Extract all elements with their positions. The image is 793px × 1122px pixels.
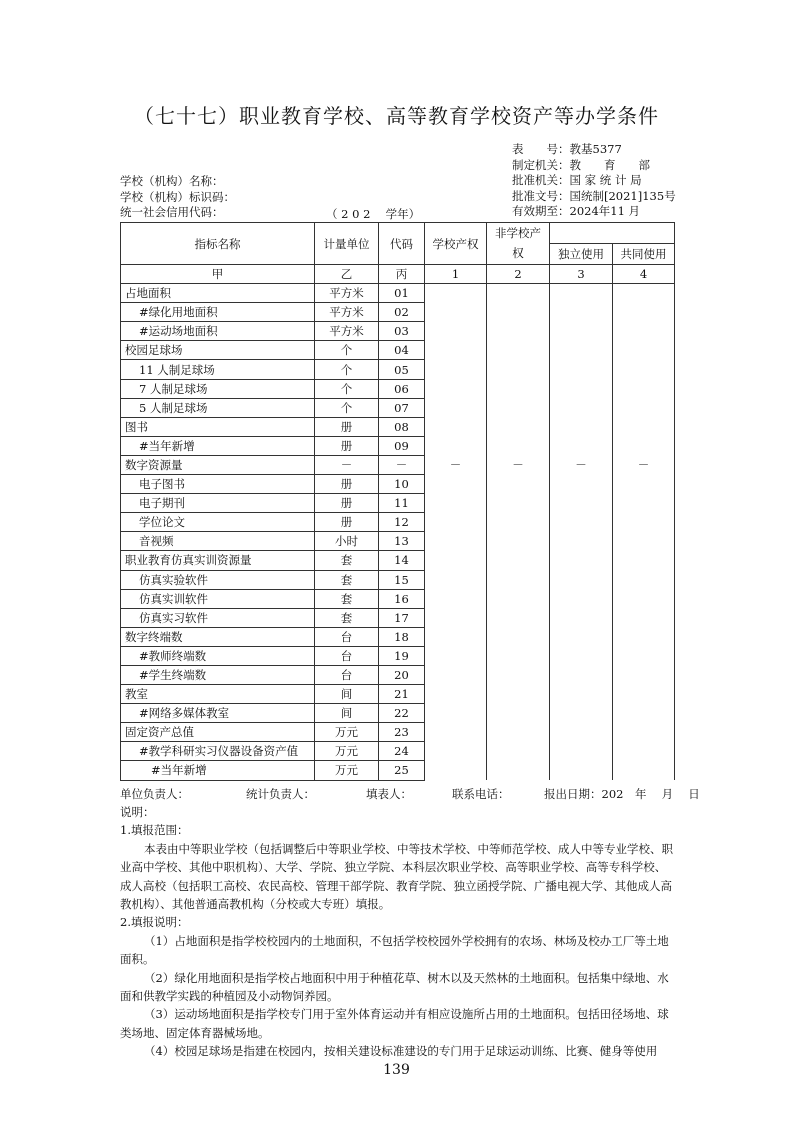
unit-cell: 台	[315, 646, 379, 665]
code-cell: 25	[379, 761, 425, 780]
indicator-name: #绿化用地面积	[121, 303, 315, 322]
value-cell-1[interactable]	[425, 665, 487, 684]
code-cell: 06	[379, 379, 425, 398]
value-cell-3[interactable]	[550, 589, 613, 608]
unit-cell: 台	[315, 665, 379, 684]
value-cell-1[interactable]	[425, 608, 487, 627]
indicator-name: 校园足球场	[121, 341, 315, 360]
code-cell: 12	[379, 513, 425, 532]
unit-cell: 万元	[315, 723, 379, 742]
unit-cell: 册	[315, 417, 379, 436]
indicator-name: #当年新增	[121, 761, 315, 780]
table-row	[121, 608, 675, 627]
code-cell: 11	[379, 494, 425, 513]
value-cell-1[interactable]	[425, 379, 487, 398]
value-cell-4[interactable]	[613, 742, 675, 761]
value-cell-2[interactable]	[487, 417, 550, 436]
table-row	[121, 494, 675, 513]
value-cell-3[interactable]: －	[550, 455, 613, 474]
assets-table	[120, 222, 675, 781]
unit-cell: 平方米	[315, 322, 379, 341]
value-cell-2[interactable]	[487, 589, 550, 608]
value-cell-2[interactable]	[487, 570, 550, 589]
value-cell-4[interactable]	[613, 360, 675, 379]
value-cell-4[interactable]	[613, 475, 675, 494]
value-cell-1[interactable]	[425, 341, 487, 360]
code-cell: 07	[379, 398, 425, 417]
value-cell-1[interactable]: －	[425, 455, 487, 474]
value-cell-4[interactable]	[613, 761, 675, 780]
unit-cell: 套	[315, 551, 379, 570]
value-cell-2[interactable]	[487, 608, 550, 627]
unit-cell: 万元	[315, 761, 379, 780]
value-cell-4[interactable]	[613, 627, 675, 646]
unit-cell: 间	[315, 685, 379, 704]
value-cell-3[interactable]	[550, 646, 613, 665]
value-cell-2[interactable]	[487, 341, 550, 360]
unit-cell: 间	[315, 704, 379, 723]
indicator-name: 5 人制足球场	[121, 398, 315, 417]
issuing-agency: 制定机关：教 育 部	[512, 157, 650, 172]
col-label-bing: 丙	[379, 265, 425, 284]
table-row	[121, 455, 675, 474]
code-cell: 19	[379, 646, 425, 665]
unit-cell: 平方米	[315, 303, 379, 322]
unit-cell: 册	[315, 494, 379, 513]
academic-year: （ 2 0 2 学年）	[326, 207, 421, 221]
indicator-name: 仿真实验软件	[121, 570, 315, 589]
value-cell-1[interactable]	[425, 551, 487, 570]
unit-cell: 小时	[315, 532, 379, 551]
indicator-name: 职业教育仿真实训资源量	[121, 551, 315, 570]
value-cell-4[interactable]	[613, 379, 675, 398]
code-cell: 03	[379, 322, 425, 341]
value-cell-3[interactable]	[550, 627, 613, 646]
value-cell-1[interactable]	[425, 303, 487, 322]
code-cell: 22	[379, 704, 425, 723]
code-cell: 08	[379, 417, 425, 436]
table-row	[121, 398, 675, 417]
header-usage-blank	[550, 223, 675, 244]
header-independent-use: 独立使用	[550, 244, 613, 265]
table-row	[121, 379, 675, 398]
note-item-3: （3）运动场地面积是指学校专门用于室外体育运动并有相应设施所占用的土地面积。包括田径场地、球类场地、固定体育器械场地。	[120, 1007, 669, 1040]
indicator-name: #运动场地面积	[121, 322, 315, 341]
table-row	[121, 360, 675, 379]
form-meta-right	[512, 142, 676, 220]
unit-cell: 册	[315, 475, 379, 494]
code-cell: 21	[379, 685, 425, 704]
note-item-1: （1）占地面积是指学校校园内的土地面积，不包括学校校园外学校拥有的农场、林场及校办工厂等土地面积。	[120, 933, 669, 967]
indicator-name: 仿真实习软件	[121, 608, 315, 627]
value-cell-2[interactable]	[487, 379, 550, 398]
value-cell-3[interactable]	[550, 475, 613, 494]
approving-agency: 批准机关：国 家 统 计 局	[512, 173, 642, 187]
unit-cell: 个	[315, 398, 379, 417]
header-school-owned: 学校产权	[425, 223, 487, 265]
value-cell-4[interactable]	[613, 341, 675, 360]
value-cell-1[interactable]	[425, 685, 487, 704]
value-cell-4[interactable]	[613, 322, 675, 341]
col-label-4: 4	[613, 265, 675, 284]
value-cell-2[interactable]	[487, 284, 550, 303]
indicator-name: #当年新增	[121, 436, 315, 455]
form-number: 表 号：教基5377	[512, 142, 622, 156]
value-cell-1[interactable]	[425, 475, 487, 494]
value-cell-3[interactable]	[550, 322, 613, 341]
value-cell-1[interactable]	[425, 417, 487, 436]
value-cell-4[interactable]	[613, 704, 675, 723]
indicator-name: 图书	[121, 417, 315, 436]
note-item-2: （2）绿化用地面积是指学校占地面积中用于种植花草、树木以及天然林的土地面积。包括集中绿地、水面和供教学实践的种植园及小动物饲养园。	[120, 970, 669, 1004]
value-cell-4[interactable]	[613, 532, 675, 551]
value-cell-1[interactable]	[425, 513, 487, 532]
value-cell-2[interactable]	[487, 398, 550, 417]
notes-scope-heading: 1.填报范围：	[120, 823, 189, 838]
col-label-2: 2	[487, 265, 550, 284]
value-cell-2[interactable]	[487, 627, 550, 646]
value-cell-4[interactable]: －	[613, 455, 675, 474]
indicator-name: #网络多媒体教室	[121, 704, 315, 723]
table-row	[121, 742, 675, 761]
value-cell-3[interactable]	[550, 379, 613, 398]
indicator-name: 音视频	[121, 532, 315, 551]
table-row	[121, 685, 675, 704]
col-label-1: 1	[425, 265, 487, 284]
value-cell-4[interactable]	[613, 551, 675, 570]
value-cell-2[interactable]	[487, 551, 550, 570]
table-row	[121, 303, 675, 322]
value-cell-3[interactable]	[550, 303, 613, 322]
value-cell-2[interactable]	[487, 665, 550, 684]
value-cell-3[interactable]	[550, 494, 613, 513]
unit-cell: 套	[315, 608, 379, 627]
unit-cell: 万元	[315, 742, 379, 761]
valid-until: 有效期至：2024年11 月	[512, 204, 641, 218]
col-label-yi: 乙	[315, 265, 379, 284]
value-cell-3[interactable]	[550, 532, 613, 551]
table-row	[121, 704, 675, 723]
unit-cell: －	[315, 455, 379, 474]
value-cell-3[interactable]	[550, 284, 613, 303]
indicator-name: 7 人制足球场	[121, 379, 315, 398]
value-cell-2[interactable]	[487, 704, 550, 723]
value-cell-4[interactable]	[613, 303, 675, 322]
value-cell-2[interactable]	[487, 646, 550, 665]
value-cell-2[interactable]	[487, 723, 550, 742]
indicator-name: 教室	[121, 685, 315, 704]
note-item-4: （4）校园足球场是指建在校园内，按相关建设标准建设的专门用于足球运动训练、比赛、健身等使用	[144, 1044, 658, 1059]
value-cell-3[interactable]	[550, 685, 613, 704]
value-cell-1[interactable]	[425, 570, 487, 589]
value-cell-4[interactable]	[613, 570, 675, 589]
value-cell-4[interactable]	[613, 436, 675, 455]
value-cell-1[interactable]	[425, 436, 487, 455]
table-row	[121, 646, 675, 665]
notes-instructions-heading: 2.填报说明：	[120, 915, 189, 930]
value-cell-1[interactable]	[425, 360, 487, 379]
code-cell: 16	[379, 589, 425, 608]
code-cell: 18	[379, 627, 425, 646]
col-label-3: 3	[550, 265, 613, 284]
table-row	[121, 570, 675, 589]
code-cell: 20	[379, 665, 425, 684]
page-title: （七十七）职业教育学校、高等教育学校资产等办学条件	[134, 104, 659, 128]
col-label-jia: 甲	[121, 265, 315, 284]
credit-code-label: 统一社会信用代码：	[120, 205, 224, 219]
value-cell-4[interactable]	[613, 685, 675, 704]
value-cell-3[interactable]	[550, 704, 613, 723]
value-cell-2[interactable]	[487, 436, 550, 455]
value-cell-1[interactable]	[425, 646, 487, 665]
code-cell: 15	[379, 570, 425, 589]
value-cell-2[interactable]	[487, 360, 550, 379]
value-cell-3[interactable]	[550, 398, 613, 417]
indicator-name: 仿真实训软件	[121, 589, 315, 608]
value-cell-2[interactable]	[487, 494, 550, 513]
value-cell-3[interactable]	[550, 761, 613, 780]
unit-cell: 个	[315, 360, 379, 379]
stat-head-label: 统计负责人：	[246, 787, 315, 801]
value-cell-2[interactable]	[487, 475, 550, 494]
page-number: 139	[383, 1062, 410, 1078]
report-date-label: 报出日期：202 年 月 日	[544, 787, 700, 801]
value-cell-1[interactable]	[425, 532, 487, 551]
value-cell-1[interactable]	[425, 761, 487, 780]
header-non-school-owned-line1: 非学校产	[495, 226, 541, 240]
value-cell-3[interactable]	[550, 742, 613, 761]
value-cell-2[interactable]	[487, 303, 550, 322]
indicator-name: #学生终端数	[121, 665, 315, 684]
value-cell-1[interactable]	[425, 742, 487, 761]
table-row	[121, 475, 675, 494]
unit-cell: 个	[315, 379, 379, 398]
table-row	[121, 436, 675, 455]
value-cell-4[interactable]	[613, 513, 675, 532]
value-cell-4[interactable]	[613, 398, 675, 417]
notes-scope-text: 本表由中等职业学校（包括调整后中等职业学校、中等技术学校、中等师范学校、成人中等专业学校、职业高中学校、其他中职机构）、大学、学院、独立学院、本科层次职业学校、高等职业学校、高等专科学校、成人高校（包括职工高校、农民高校、管理干部学院、教育学院、独立函授学院、广播电视大学、其他成人高教机构）、其他普通高教机构（分校或大专班）填报。	[120, 841, 673, 912]
school-name-label: 学校（机构）名称：	[120, 174, 224, 188]
approval-number: 批准文号：国统制[2021]135号	[512, 188, 676, 203]
table-row	[121, 589, 675, 608]
header-shared-use: 共同使用	[613, 244, 675, 265]
table-row	[121, 723, 675, 742]
value-cell-1[interactable]	[425, 322, 487, 341]
value-cell-4[interactable]	[613, 665, 675, 684]
table-row	[121, 761, 675, 780]
form-meta-left	[120, 174, 235, 221]
value-cell-2[interactable]	[487, 322, 550, 341]
code-cell: －	[379, 455, 425, 474]
table-row	[121, 417, 675, 436]
notes-section	[120, 803, 675, 1061]
value-cell-3[interactable]	[550, 665, 613, 684]
value-cell-4[interactable]	[613, 494, 675, 513]
indicator-name: 固定资产总值	[121, 723, 315, 742]
value-cell-3[interactable]	[550, 608, 613, 627]
header-non-school-owned	[487, 223, 550, 265]
table-row	[121, 322, 675, 341]
value-cell-2[interactable]	[487, 761, 550, 780]
header-code: 代码	[379, 223, 425, 265]
notes-heading: 说明：	[120, 805, 155, 819]
value-cell-1[interactable]	[425, 723, 487, 742]
value-cell-1[interactable]	[425, 589, 487, 608]
indicator-name: 占地面积	[121, 284, 315, 303]
code-cell: 09	[379, 436, 425, 455]
code-cell: 01	[379, 284, 425, 303]
header-unit: 计量单位	[315, 223, 379, 265]
table-row	[121, 665, 675, 684]
header-indicator-name: 指标名称	[121, 223, 315, 265]
value-cell-4[interactable]	[613, 417, 675, 436]
indicator-name: 电子期刊	[121, 494, 315, 513]
value-cell-2[interactable]	[487, 532, 550, 551]
code-cell: 02	[379, 303, 425, 322]
value-cell-4[interactable]	[613, 608, 675, 627]
indicator-name: #教学科研实习仪器设备资产值	[121, 742, 315, 761]
unit-cell: 套	[315, 589, 379, 608]
code-cell: 23	[379, 723, 425, 742]
indicator-name: #教师终端数	[121, 646, 315, 665]
value-cell-1[interactable]	[425, 398, 487, 417]
indicator-name: 数字资源量	[121, 455, 315, 474]
value-cell-2[interactable]	[487, 685, 550, 704]
value-cell-3[interactable]	[550, 341, 613, 360]
unit-cell: 册	[315, 436, 379, 455]
code-cell: 24	[379, 742, 425, 761]
table-row	[121, 284, 675, 303]
table-row	[121, 513, 675, 532]
code-cell: 04	[379, 341, 425, 360]
filler-label: 填表人：	[366, 787, 412, 801]
indicator-name: 数字终端数	[121, 627, 315, 646]
indicator-name: 电子图书	[121, 475, 315, 494]
unit-cell: 个	[315, 341, 379, 360]
value-cell-4[interactable]	[613, 646, 675, 665]
code-cell: 17	[379, 608, 425, 627]
value-cell-4[interactable]	[613, 723, 675, 742]
value-cell-3[interactable]	[550, 570, 613, 589]
indicator-name: 11 人制足球场	[121, 360, 315, 379]
value-cell-2[interactable]	[487, 742, 550, 761]
unit-cell: 平方米	[315, 284, 379, 303]
value-cell-2[interactable]	[487, 513, 550, 532]
unit-cell: 册	[315, 513, 379, 532]
value-cell-3[interactable]	[550, 436, 613, 455]
value-cell-1[interactable]	[425, 627, 487, 646]
header-non-school-owned-line2: 权	[512, 246, 524, 260]
table-row	[121, 532, 675, 551]
table-row	[121, 627, 675, 646]
value-cell-3[interactable]	[550, 723, 613, 742]
table-row	[121, 551, 675, 570]
value-cell-2[interactable]: －	[487, 455, 550, 474]
unit-cell: 套	[315, 570, 379, 589]
code-cell: 05	[379, 360, 425, 379]
code-cell: 10	[379, 475, 425, 494]
indicator-name: 学位论文	[121, 513, 315, 532]
code-cell: 13	[379, 532, 425, 551]
school-id-label: 学校（机构）标识码：	[120, 189, 235, 204]
value-cell-3[interactable]	[550, 360, 613, 379]
code-cell: 14	[379, 551, 425, 570]
value-cell-3[interactable]	[550, 417, 613, 436]
phone-label: 联系电话：	[452, 787, 510, 801]
value-cell-4[interactable]	[613, 284, 675, 303]
table-row	[121, 341, 675, 360]
unit-head-label: 单位负责人：	[120, 787, 189, 801]
value-cell-1[interactable]	[425, 704, 487, 723]
value-cell-4[interactable]	[613, 589, 675, 608]
value-cell-1[interactable]	[425, 284, 487, 303]
value-cell-3[interactable]	[550, 551, 613, 570]
value-cell-1[interactable]	[425, 494, 487, 513]
unit-cell: 台	[315, 627, 379, 646]
value-cell-3[interactable]	[550, 513, 613, 532]
